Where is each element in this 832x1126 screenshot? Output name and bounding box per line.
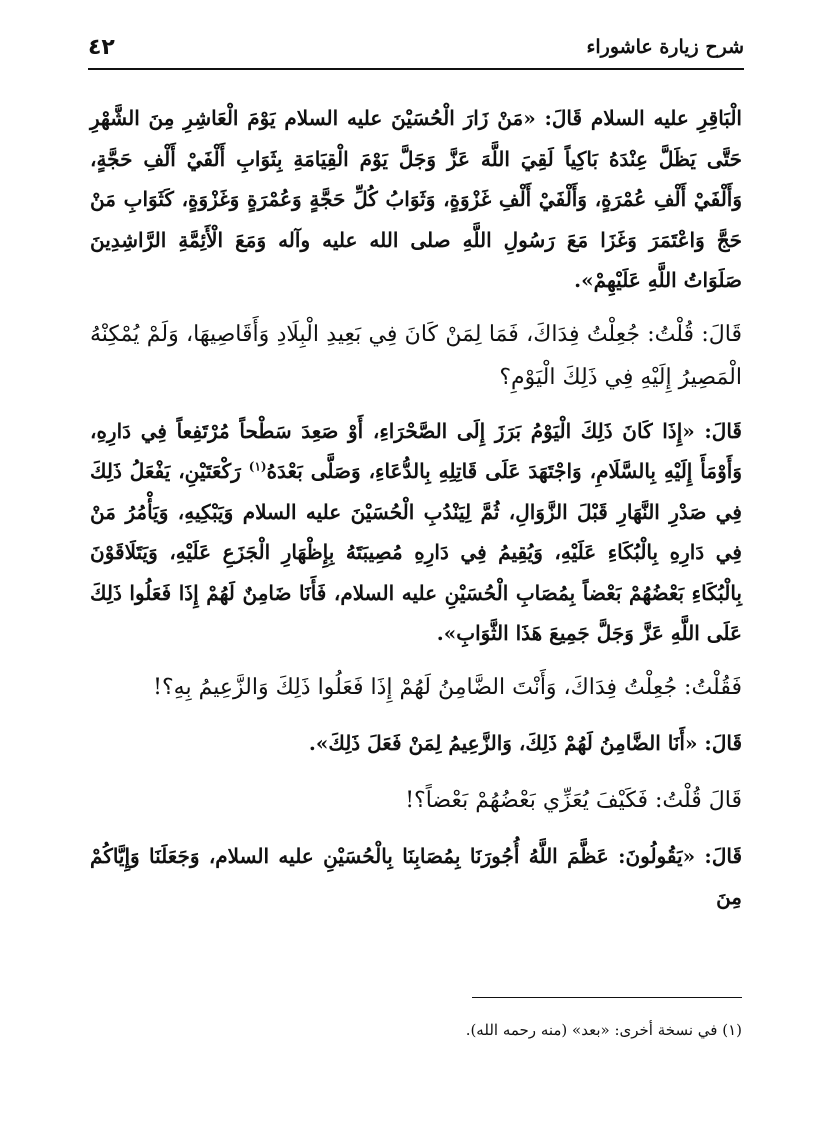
answer-paragraph xyxy=(90,411,742,654)
footnote-reference: (١) xyxy=(248,459,267,474)
answer-text-part-1: قَالَ: «إِذَا كَانَ ذَلِكَ الْيَوْمُ بَرَزَ إِلَى الصَّحْرَاءِ، أَوْ صَعِدَ سَطْحاً مُرْتَفِعاً فِي دَارِهِ، وَأَوْمَأَ إِلَيْهِ بِالسَّلَامِ، وَاجْتَهَدَ عَلَى قَاتِلِهِ بِالدُّعَاءِ، وَصَلَّى بَعْدَهُ xyxy=(90,418,742,483)
footnote-separator xyxy=(472,997,742,998)
question-paragraph: قَالَ قُلْتُ: فَكَيْفَ يُعَزِّي بَعْضُهُمْ بَعْضاً؟! xyxy=(405,788,742,813)
question-paragraph: فَقُلْتُ: جُعِلْتُ فِدَاكَ، وَأَنْتَ الضَّامِنُ لَهُمْ إِذَا فَعَلُوا ذَلِكَ وَالزَّعِيمُ بِهِ؟! xyxy=(153,674,742,700)
page-number: ٤٢ xyxy=(88,34,115,60)
narration-paragraph: الْبَاقِرِ عليه السلام قَالَ: «مَنْ زَارَ الْحُسَيْنَ عليه السلام يَوْمَ الْعَاشِرِ مِنَ الشَّهْرِ حَتَّى يَظَلَّ عِنْدَهُ بَاكِياً لَقِيَ اللَّهَ عَزَّ وَجَلَّ يَوْمَ الْقِيَامَةِ بِثَوَابِ أَلْفَيْ أَلْفِ حَجَّةٍ، وَأَلْفَيْ أَلْفِ عُمْرَةٍ، وَأَلْفَيْ أَلْفِ غَزْوَةٍ، وَثَوَابُ كُلِّ حَجَّةٍ وَعُمْرَةٍ وَغَزْوَةٍ، كَثَوَابِ مَنْ حَجَّ وَاعْتَمَرَ وَغَزَا مَعَ رَسُولِ اللَّهِ صلى الله عليه وآله وَمَعَ الْأَئِمَّةِ الرَّاشِدِينَ صَلَوَاتُ اللَّهِ عَلَيْهِمْ». xyxy=(90,106,742,292)
footnote: (١) في نسخة أخرى: «بعد» (منه رحمه الله). xyxy=(465,1021,742,1039)
running-header xyxy=(88,32,744,62)
answer-paragraph: قَالَ: «يَقُولُونَ: عَظَّمَ اللَّهُ أُجُورَنَا بِمُصَابِنَا بِالْحُسَيْنِ عليه السلام، وَجَعَلَنَا وَإِيَّاكُمْ مِنَ xyxy=(90,844,742,909)
question-paragraph: قَالَ: قُلْتُ: جُعِلْتُ فِدَاكَ، فَمَا لِمَنْ كَانَ فِي بَعِيدِ الْبِلَادِ وَأَقَاصِيهَا، وَلَمْ يُمْكِنْهُ الْمَصِيرُ إِلَيْهِ فِي ذَلِكَ الْيَوْمِ؟ xyxy=(90,321,742,390)
book-title: شرح زيارة عاشوراء xyxy=(586,36,744,58)
answer-paragraph: قَالَ: «أَنَا الضَّامِنُ لَهُمْ ذَلِكَ، وَالزَّعِيمُ لِمَنْ فَعَلَ ذَلِكَ». xyxy=(308,730,742,755)
body-text xyxy=(90,98,742,917)
answer-text-part-2: رَكْعَتَيْنِ، يَفْعَلُ ذَلِكَ فِي صَدْرِ النَّهَارِ قَبْلَ الزَّوَالِ، ثُمَّ لِيَنْدُبِ الْحُسَيْنَ عليه السلام وَيَبْكِيهِ، وَيَأْمُرُ مَنْ فِي دَارِهِ بِالْبُكَاءِ عَلَيْهِ، وَيُقِيمُ فِي دَارِهِ مُصِيبَتَهُ بِإِظْهَارِ الْجَزَعِ عَلَيْهِ، وَيَتَلَاقَوْنَ بِالْبُكَاءِ بَعْضُهُمْ بَعْضاً بِمُصَابِ الْحُسَيْنِ عليه السلام، فَأَنَا ضَامِنٌ لَهُمْ إِذَا فَعَلُوا ذَلِكَ عَلَى اللَّهِ عَزَّ وَجَلَّ جَمِيعَ هَذَا الثَّوَابِ». xyxy=(90,459,742,645)
header-rule xyxy=(88,68,744,70)
